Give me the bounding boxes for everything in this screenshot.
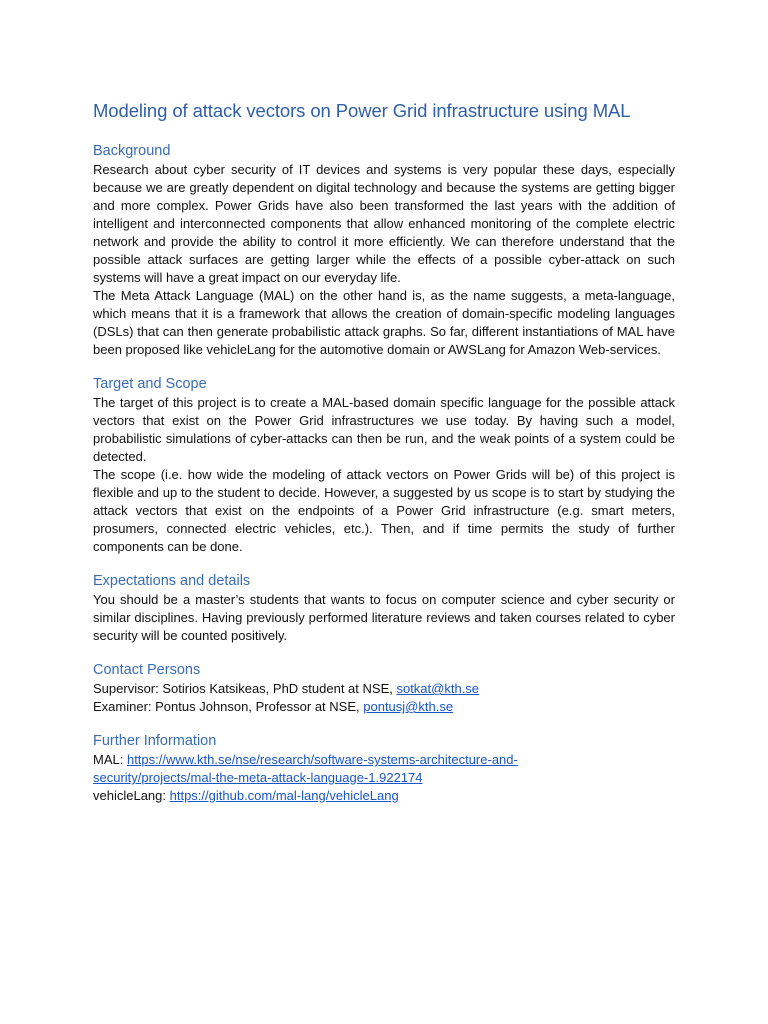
background-paragraph-2: The Meta Attack Language (MAL) on the other hand is, as the name suggests, a meta-language, which means that it is a framework that allows the creation of domain-specific modeling languages (DSLs) that can then generate probabilistic attack graphs. So far, different instantiations of MAL have been proposed like vehicleLang for the automotive domain or AWSLang for Amazon Web-services.: [93, 288, 675, 357]
examiner-email-link[interactable]: pontusj@kth.se: [363, 699, 454, 714]
supervisor-text: Supervisor: Sotirios Katsikeas, PhD student at NSE,: [93, 681, 397, 696]
vehiclelang-link[interactable]: https://github.com/mal-lang/vehicleLang: [169, 788, 399, 803]
mal-line: [93, 751, 675, 769]
section-heading-target-scope: Target and Scope: [93, 376, 207, 392]
section-heading-further: Further Information: [93, 733, 217, 749]
section-target-scope: [93, 375, 675, 556]
section-heading-expectations: Expectations and details: [93, 573, 251, 589]
target-paragraph-2: The scope (i.e. how wide the modeling of attack vectors on Power Grids will be) of this project is flexible and up to the student to decide. However, a suggested by us scope is to start by studying the attack vectors that exist on the endpoints of a Power Grid infrastructure (e.g. smart meters, prosumers, connected electric vehicles, etc.). Then, and if time permits the study of further components can be done.: [93, 467, 675, 554]
expectations-paragraph: You should be a master’s students that wants to focus on computer science and cyber security or similar disciplines. Having previously performed literature reviews and taken courses related to cyber security will be counted positively.: [93, 592, 675, 643]
mal-line-continued: [93, 769, 675, 787]
section-expectations: [93, 572, 675, 645]
mal-link-part-2[interactable]: security/projects/mal-the-meta-attack-language-1.922174: [93, 770, 423, 785]
vehiclelang-label: vehicleLang:: [93, 788, 170, 803]
section-heading-contact: Contact Persons: [93, 662, 201, 678]
section-background: [93, 142, 675, 359]
supervisor-email-link[interactable]: sotkat@kth.se: [396, 681, 480, 696]
background-paragraph-1: Research about cyber security of IT devices and systems is very popular these days, especially because we are greatly dependent on digital technology and because the systems are getting bigger and more complex. Power Grids have also been transformed the last years with the addition of intelligent and interconnected components that allow enhanced monitoring of the complete electric network and provide the ability to control it more efficiently. We can therefore understand that the possible attack surfaces are getting larger while the effects of a possible cyber-attack on such systems will have a great impact on our everyday life.: [93, 162, 675, 285]
section-heading-background: Background: [93, 143, 171, 159]
section-further-information: [93, 732, 675, 805]
examiner-text: Examiner: Pontus Johnson, Professor at NSE,: [93, 699, 364, 714]
target-paragraph-1: The target of this project is to create a MAL-based domain specific language for the possible attack vectors that exist on the Power Grid infrastructures we use today. By having such a model, probabilistic simulations of cyber-attacks can then be run, and the weak points of a system could be detected.: [93, 395, 675, 464]
document-title: Modeling of attack vectors on Power Grid infrastructure using MAL: [93, 100, 631, 121]
mal-label: MAL:: [93, 752, 127, 767]
section-contact: [93, 661, 675, 716]
vehiclelang-line: [93, 787, 675, 805]
examiner-line: [93, 698, 675, 716]
supervisor-line: [93, 680, 675, 698]
mal-link-part-1[interactable]: https://www.kth.se/nse/research/software-systems-architecture-and-: [126, 752, 518, 767]
